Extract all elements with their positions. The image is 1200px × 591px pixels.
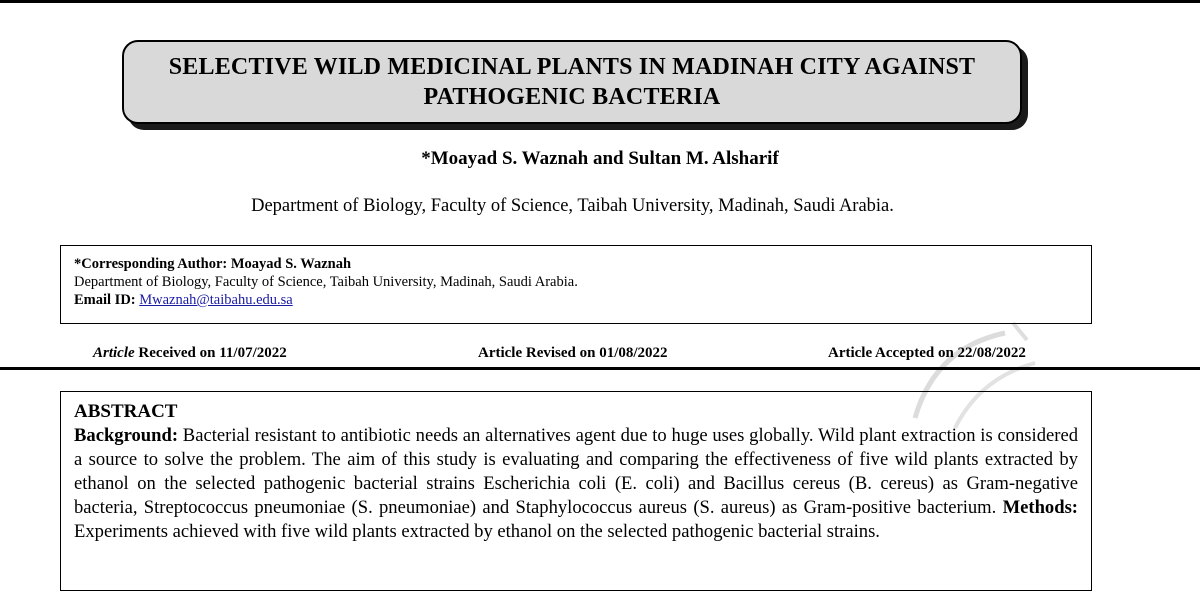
date-received-text: Received on 11/07/2022 (134, 345, 287, 361)
section-rule (0, 367, 1200, 370)
email-link[interactable]: Mwaznah@taibahu.edu.sa (139, 292, 293, 308)
methods-label: Methods: (1002, 497, 1078, 518)
date-received-prefix: Article (93, 345, 135, 361)
date-revised: Article Revised on 01/08/2022 (478, 345, 668, 361)
background-label: Background: (74, 425, 179, 446)
top-rule (0, 0, 1200, 3)
email-row (74, 291, 1091, 309)
email-label: Email ID: (74, 292, 136, 308)
date-accepted: Article Accepted on 22/08/2022 (828, 345, 1026, 361)
background-text: Bacterial resistant to antibiotic needs an alternatives agent due to huge uses globally. Wild plant extraction is considered a source to solve the problem. The aim of this study is evaluating and comparing the effectiveness of five wild plants extracted by ethanol on the selected pathogenic bacterial strains Escherichia coli (E. coli) and Bacillus cereus (B. cereus) as Gram-negative bacteria, Streptococcus pneumoniae (S. pneumoniae) and Staphylococcus aureus (S. aureus) as Gram-positive bacterium. (74, 425, 1078, 518)
abstract-box (60, 391, 1092, 591)
authors: *Moayad S. Waznah and Sultan M. Alsharif (421, 148, 779, 169)
date-received (93, 345, 287, 362)
corresponding-author-box (60, 245, 1092, 324)
abstract-body (74, 424, 1078, 544)
methods-text: Experiments achieved with five wild plants extracted by ethanol on the selected pathogenic bacterial strains. (74, 521, 880, 542)
paper-title-line-1: SELECTIVE WILD MEDICINAL PLANTS IN MADINAH CITY AGAINST (168, 54, 976, 80)
abstract-heading: ABSTRACT (74, 401, 178, 422)
title-box (122, 40, 1022, 124)
affiliation: Department of Biology, Faculty of Science, Taibah University, Madinah, Saudi Arabia. (251, 196, 894, 216)
paper-title-line-2: PATHOGENIC BACTERIA (423, 84, 721, 110)
corresponding-author-heading: *Corresponding Author: Moayad S. Waznah (74, 256, 352, 272)
corresponding-author-address: Department of Biology, Faculty of Science, Taibah University, Madinah, Saudi Arabia. (74, 274, 578, 290)
